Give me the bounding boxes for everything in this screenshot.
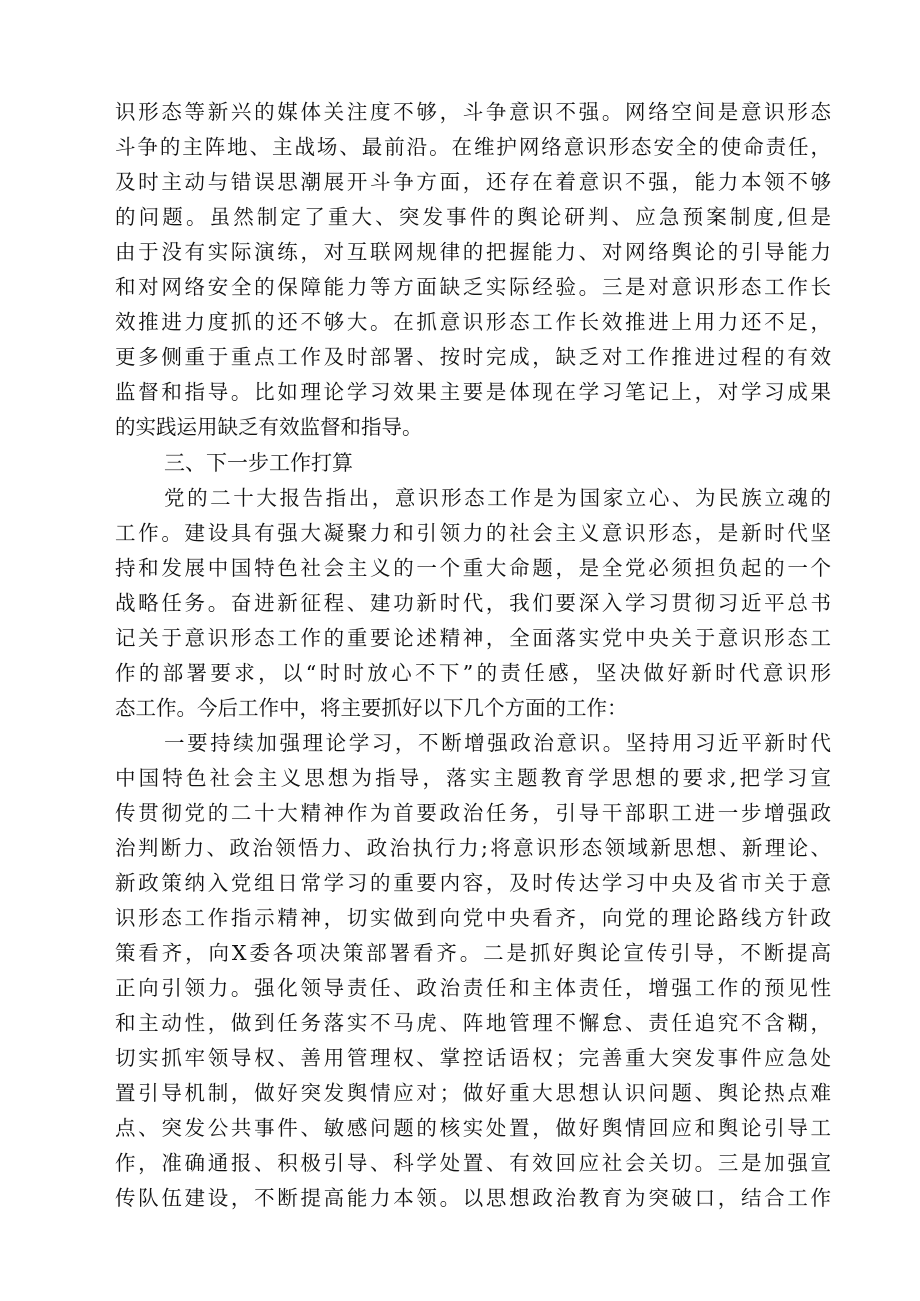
text-line: 记关于意识形态工作的重要论述精神，全面落实党中央关于意识形态工 xyxy=(115,626,831,650)
text-line: 传贯彻党的二十大精神作为首要政治任务，引导干部职工进一步增强政 xyxy=(115,801,831,825)
text-line: 点、突发公共事件、敏感问题的核实处置，做好舆情回应和舆论引导工 xyxy=(115,1116,831,1140)
text-line: 更多侧重于重点工作及时部署、按时完成，缺乏对工作推进过程的有效 xyxy=(115,345,831,369)
text-line: 新政策纳入党组日常学习的重要内容，及时传达学习中央及省市关于意 xyxy=(115,871,831,895)
text-line: 态工作。今后工作中，将主要抓好以下几个方面的工作： xyxy=(115,696,628,720)
text-line: 效推进力度抓的还不够大。在抓意识形态工作长效推进上用力还不足， xyxy=(115,310,831,334)
paragraph-3 xyxy=(115,726,831,1216)
text-line: 一要持续加强理论学习，不断增强政治意识。坚持用习近平新时代 xyxy=(164,731,831,755)
text-line: 由于没有实际演练，对互联网规律的把握能力、对网络舆论的引导能力 xyxy=(115,240,831,264)
text-line: 工作。建设具有强大凝聚力和引领力的社会主义意识形态，是新时代坚 xyxy=(115,521,831,545)
text-line: 和主动性，做到任务落实不马虎、阵地管理不懈怠、责任追究不含糊， xyxy=(115,1011,831,1035)
text-line: 切实抓牢领导权、善用管理权、掌控话语权；完善重大突发事件应急处 xyxy=(115,1046,831,1070)
section-heading: 三、下一步工作打算 xyxy=(164,451,353,475)
text-line: 策看齐，向X委各项决策部署看齐。二是抓好舆论宣传引导，不断提高 xyxy=(115,941,831,965)
text-line: 正向引领力。强化领导责任、政治责任和主体责任，增强工作的预见性 xyxy=(115,976,831,1000)
text-line: 党的二十大报告指出，意识形态工作是为国家立心、为民族立魂的 xyxy=(164,486,831,510)
text-line: 战略任务。奋进新征程、建功新时代，我们要深入学习贯彻习近平总书 xyxy=(115,591,831,615)
text-line: 识形态等新兴的媒体关注度不够，斗争意识不强。网络空间是意识形态 xyxy=(115,100,831,124)
text-line: 作的部署要求，以“时时放心不下”的责任感，坚决做好新时代意识形 xyxy=(115,661,831,685)
text-line: 和对网络安全的保障能力等方面缺乏实际经验。三是对意识形态工作长 xyxy=(115,275,831,299)
text-line: 斗争的主阵地、主战场、最前沿。在维护网络意识形态安全的使命责任， xyxy=(115,135,831,159)
paragraph-1 xyxy=(115,95,831,445)
text-line: 的问题。虽然制定了重大、突发事件的舆论研判、应急预案制度,但是 xyxy=(115,205,831,229)
text-line: 识形态工作指示精神，切实做到向党中央看齐，向党的理论路线方针政 xyxy=(115,906,831,930)
text-line: 监督和指导。比如理论学习效果主要是体现在学习笔记上，对学习成果 xyxy=(115,380,831,404)
paragraph-2 xyxy=(115,481,831,726)
text-line: 中国特色社会主义思想为指导，落实主题教育学思想的要求,把学习宣 xyxy=(115,766,831,790)
text-line: 置引导机制，做好突发舆情应对；做好重大思想认识问题、舆论热点难 xyxy=(115,1081,831,1105)
text-line: 传队伍建设，不断提高能力本领。以思想政治教育为突破口，结合工作 xyxy=(115,1186,831,1210)
text-line: 的实践运用缺乏有效监督和指导。 xyxy=(115,415,423,439)
text-line: 作，准确通报、积极引导、科学处置、有效回应社会关切。三是加强宣 xyxy=(115,1151,831,1175)
text-line: 治判断力、政治领悟力、政治执行力;将意识形态领域新思想、新理论、 xyxy=(115,836,831,860)
document-page xyxy=(115,95,831,1216)
text-line: 及时主动与错误思潮展开斗争方面，还存在着意识不强，能力本领不够 xyxy=(115,170,831,194)
text-line: 持和发展中国特色社会主义的一个重大命题，是全党必须担负起的一个 xyxy=(115,556,831,580)
